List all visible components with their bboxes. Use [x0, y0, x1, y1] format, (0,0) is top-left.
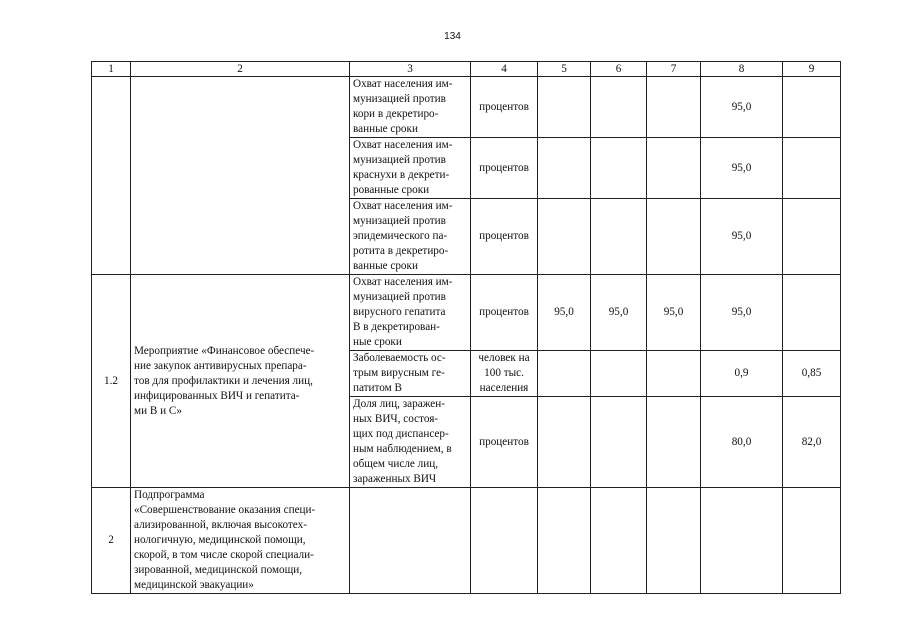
value-col6	[591, 138, 647, 199]
value-col8	[701, 488, 783, 594]
unit-cell	[471, 488, 538, 594]
unit-cell: процентов	[471, 275, 538, 351]
value-col7	[647, 138, 701, 199]
indicator-cell	[350, 488, 471, 594]
indicator-cell: Охват населения им- мунизацией против вирусного гепатита В в декретирован- ные сроки	[350, 275, 471, 351]
table-row	[92, 77, 841, 138]
indicator-cell: Доля лиц, заражен- ных ВИЧ, состоя- щих под диспансер- ным наблюдением, в общем числе лиц, зараженных ВИЧ	[350, 397, 471, 488]
value-col6	[591, 77, 647, 138]
header-cell-6: 6	[591, 62, 647, 77]
value-col9: 82,0	[783, 397, 841, 488]
value-col7	[647, 397, 701, 488]
indicator-cell: Охват населения им- мунизацией против краснухи в декрети- рованные сроки	[350, 138, 471, 199]
header-cell-3: 3	[350, 62, 471, 77]
row-number-cell	[92, 77, 131, 275]
table-row	[92, 488, 841, 594]
table-row	[92, 275, 841, 351]
header-row	[92, 62, 841, 77]
value-col7	[647, 199, 701, 275]
unit-cell: процентов	[471, 397, 538, 488]
value-col6	[591, 351, 647, 397]
value-col5	[538, 138, 591, 199]
measure-cell	[131, 77, 350, 275]
header-cell-1: 1	[92, 62, 131, 77]
value-col6	[591, 397, 647, 488]
unit-cell: процентов	[471, 77, 538, 138]
value-col7	[647, 488, 701, 594]
value-col6	[591, 199, 647, 275]
subprogram-cell: Подпрограмма «Совершенствование оказания специ- ализированной, включая высокотех- нологичную, медицинской помощи, скорой, в том числе скорой специали- зированной, медицинской помощи, медицинской эвакуации»	[131, 488, 350, 594]
header-cell-9: 9	[783, 62, 841, 77]
value-col7	[647, 351, 701, 397]
unit-cell: процентов	[471, 138, 538, 199]
measure-cell: Мероприятие «Финансовое обеспече- ние закупок антивирусных препара- тов для профилактики и лечения лиц, инфицированных ВИЧ и гепатита- ми В и С»	[131, 275, 350, 488]
value-col6: 95,0	[591, 275, 647, 351]
value-col7: 95,0	[647, 275, 701, 351]
value-col5	[538, 488, 591, 594]
header-cell-7: 7	[647, 62, 701, 77]
value-col9	[783, 488, 841, 594]
value-col8: 95,0	[701, 77, 783, 138]
value-col9: 0,85	[783, 351, 841, 397]
value-col9	[783, 77, 841, 138]
row-number-cell: 1.2	[92, 275, 131, 488]
header-cell-4: 4	[471, 62, 538, 77]
program-table	[91, 61, 841, 594]
value-col5	[538, 351, 591, 397]
unit-cell: процентов	[471, 199, 538, 275]
indicator-cell: Заболеваемость ос- трым вирусным ге- патитом В	[350, 351, 471, 397]
value-col5	[538, 199, 591, 275]
value-col5: 95,0	[538, 275, 591, 351]
value-col8: 80,0	[701, 397, 783, 488]
value-col9	[783, 138, 841, 199]
row-number-cell: 2	[92, 488, 131, 594]
value-col8: 95,0	[701, 199, 783, 275]
header-cell-5: 5	[538, 62, 591, 77]
value-col5	[538, 77, 591, 138]
value-col9	[783, 199, 841, 275]
value-col6	[591, 488, 647, 594]
unit-cell: человек на 100 тыс. населения	[471, 351, 538, 397]
indicator-cell: Охват населения им- мунизацией против кори в декретиро- ванные сроки	[350, 77, 471, 138]
value-col9	[783, 275, 841, 351]
value-col8: 95,0	[701, 275, 783, 351]
header-cell-2: 2	[131, 62, 350, 77]
value-col8: 95,0	[701, 138, 783, 199]
value-col7	[647, 77, 701, 138]
value-col5	[538, 397, 591, 488]
value-col8: 0,9	[701, 351, 783, 397]
page-number: 134	[444, 31, 461, 42]
indicator-cell: Охват населения им- мунизацией против эпидемического па- ротита в декретиро- ванные сроки	[350, 199, 471, 275]
header-cell-8: 8	[701, 62, 783, 77]
